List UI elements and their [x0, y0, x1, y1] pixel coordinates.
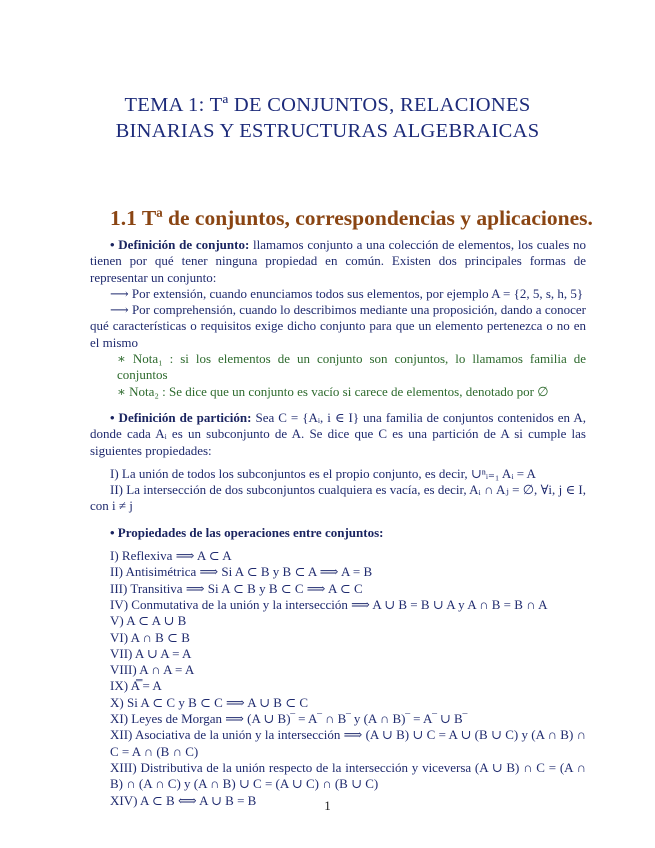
definicion-conjunto-label: • Definición de conjunto: [110, 237, 250, 252]
extension-item: ⟶ Por extensión, cuando enunciamos todos sus elementos, por ejemplo A = {2, 5, s, h, 5} [110, 285, 584, 301]
propiedad-item: XI) Leyes de Morgan ⟹ (A ∪ B)‾ = A‾ ∩ B‾ y (A ∩ B)‾ = A‾ ∪ B‾ [110, 711, 468, 727]
comprension-item: ⟶ Por comprehensión, cuando lo describimos mediante una proposición, dando a conocer qué características o requisitos exige dicho conjunto para que un elemento pertenezca o no en el mismo [90, 302, 586, 350]
particion-prop-1: I) La unión de todos los subconjuntos es el propio conjunto, es decir, ∪ⁿᵢ₌₁ Aᵢ = A [110, 465, 536, 481]
title-line-2: BINARIAS Y ESTRUCTURAS ALGEBRAICAS [115, 120, 540, 142]
page-number: 1 [324, 798, 331, 813]
section-body [90, 237, 586, 809]
propiedades-label: • Propiedades de las operaciones entre conjuntos: [110, 524, 384, 540]
propiedad-item: XIV) A ⊂ B ⟺ A ∪ B = B [110, 792, 257, 808]
propiedad-item: XII) Asociativa de la unión y la intersección ⟹ (A ∪ B) ∪ C = A ∪ (B ∪ C) y (A ∩ B) ∩ C = A ∩ (B ∩ C) [110, 727, 586, 759]
particion-prop-2: II) La intersección de dos subconjuntos cualquiera es vacía, es decir, Aᵢ ∩ Aⱼ = ∅, ∀i, j ∈ I, con i ≠ j [90, 482, 586, 514]
propiedad-item: II) Antisimétrica ⟹ Si A ⊂ B y B ⊂ A ⟹ A = B [110, 564, 373, 580]
definicion-conjunto-paragraph [90, 237, 586, 286]
propiedad-item: X) Si A ⊂ C y B ⊂ C ⟹ A ∪ B ⊂ C [110, 694, 309, 710]
propiedad-item: I) Reflexiva ⟹ A ⊂ A [110, 548, 232, 564]
propiedad-item: VIII) A ∩ A = A [110, 662, 195, 678]
propiedad-item: XIII) Distributiva de la unión respecto de la intersección y viceversa (A ∪ B) ∩ C = (A ∩ B) ∩ (A ∩ C) y (A ∩ B) ∪ C = (A ∪ C) ∩ (B ∪ C) [110, 759, 586, 792]
definicion-particion-paragraph [90, 410, 586, 459]
propiedad-item: IX) A̿ = A [110, 678, 162, 694]
nota-2: ∗ Nota₂ : Se dice que un conjunto es vacío si carece de elementos, denotado por ∅ [117, 383, 549, 399]
propiedades-list [90, 548, 586, 809]
propiedades-heading [90, 525, 586, 541]
document-title [0, 92, 655, 144]
section-heading: 1.1 Tª de conjuntos, correspondencias y aplicaciones. [110, 206, 593, 230]
propiedad-item: IV) Conmutativa de la unión y la intersección ⟹ A ∪ B = B ∪ A y A ∩ B = B ∩ A [110, 596, 548, 612]
propiedad-item: III) Transitiva ⟹ Si A ⊂ B y B ⊂ C ⟹ A ⊂ C [110, 580, 363, 596]
definicion-particion-text: Sea C = {Aᵢ, i ∈ I} una familia de conjuntos contenidos en A, donde cada Aᵢ es un subconjunto de A. Se dice que C es una partición de A si cumple las siguientes propiedades: [90, 409, 586, 458]
propiedad-item: V) A ⊂ A ∪ B [110, 613, 187, 629]
propiedad-item: VI) A ∩ B ⊂ B [110, 629, 190, 645]
propiedad-item: VII) A ∪ A = A [110, 645, 192, 661]
definicion-conjunto-text: llamamos conjunto a una colección de elementos, los cuales no tienen por qué tener ninguna propiedad en común. Existen dos principales formas de representar un conjunto: [90, 237, 587, 285]
title-line-1: TEMA 1: Tª DE CONJUNTOS, RELACIONES [124, 94, 531, 116]
definicion-particion-label: • Definición de partición: [110, 409, 252, 425]
nota-1: ∗ Nota₁ : si los elementos de un conjunto son conjuntos, lo llamamos familia de conjuntos [117, 351, 586, 383]
